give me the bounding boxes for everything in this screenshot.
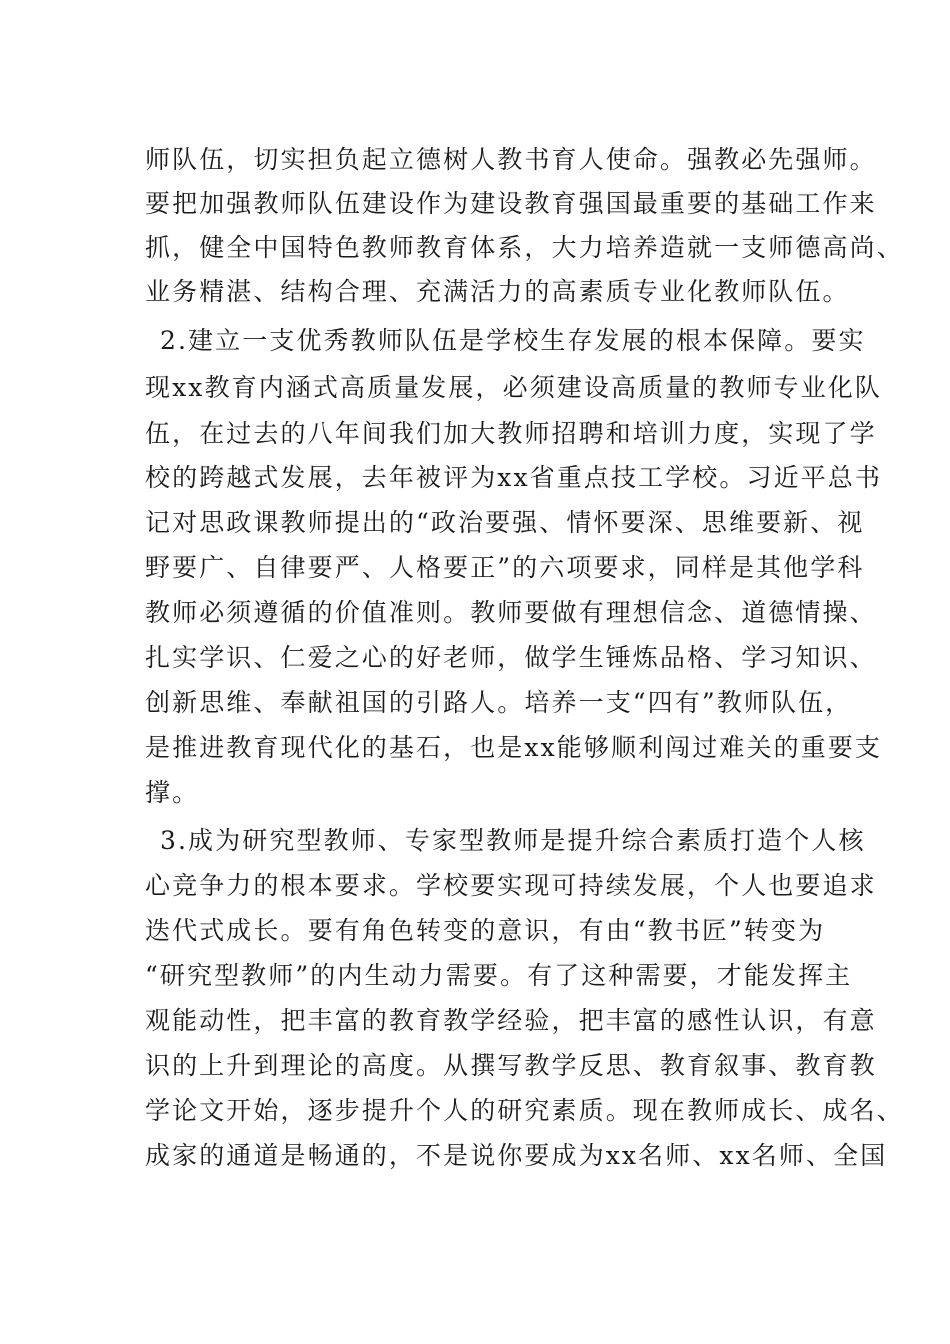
paragraph-start-line: 3.成为研究型教师、专家型教师是提升综合素质打造个人核 <box>160 826 866 855</box>
text-line: 师队伍，切实担负起立德树人教书育人使命。强教必先强师。 <box>145 145 877 174</box>
text-line: 迭代式成长。要有角色转变的意识，有由“教书匠”转变为 <box>145 916 826 945</box>
text-line: 扎实学识、仁爱之心的好老师，做学生锤炼品格、学习知识、 <box>145 643 877 672</box>
text-line: 校的跨越式发展，去年被评为xx省重点技工学校。习近平总书 <box>145 463 883 492</box>
text-line: 成家的通道是畅通的，不是说你要成为xx名师、xx名师、全国 <box>145 1141 888 1170</box>
text-line: 识的上升到理论的高度。从撰写教学反思、教育叙事、教育教 <box>145 1051 877 1080</box>
text-line: 学论文开始，逐步提升个人的研究素质。现在教师成长、成名、 <box>145 1096 904 1125</box>
text-line: 野要广、自律要严、人格要正”的六项要求，同样是其他学科 <box>145 553 865 582</box>
text-line: 观能动性，把丰富的教育教学经验，把丰富的感性认识，有意 <box>145 1006 877 1035</box>
text-line: 是推进教育现代化的基石，也是xx能够顺利闯过难关的重要支 <box>145 733 883 762</box>
text-line: 记对思政课教师提出的“政治要强、情怀要深、思维要新、视 <box>145 508 865 537</box>
text-line: 业务精湛、结构合理、充满活力的高素质专业化教师队伍。 <box>145 277 850 306</box>
text-line: 心竞争力的根本要求。学校要实现可持续发展，个人也要追求 <box>145 871 877 900</box>
text-line: 伍，在过去的八年间我们加大教师招聘和培训力度，实现了学 <box>145 419 877 448</box>
text-line: 抓，健全中国特色教师教育体系，大力培养造就一支师德高尚、 <box>145 233 904 262</box>
text-line: 要把加强教师队伍建设作为建设教育强国最重要的基础工作来 <box>145 189 877 218</box>
text-line: 现xx教育内涵式高质量发展，必须建设高质量的教师专业化队 <box>145 373 883 402</box>
text-line: 撑。 <box>145 778 200 807</box>
paragraph-start-line: 2.建立一支优秀教师队伍是学校生存发展的根本保障。要实 <box>160 326 866 355</box>
text-line: 教师必须遵循的价值准则。教师要做有理想信念、道德情操、 <box>145 598 877 627</box>
text-line: “研究型教师”的内生动力需要。有了这种需要，才能发挥主 <box>145 961 853 990</box>
text-line: 创新思维、奉献祖国的引路人。培养一支“四有”教师队伍， <box>145 688 853 717</box>
